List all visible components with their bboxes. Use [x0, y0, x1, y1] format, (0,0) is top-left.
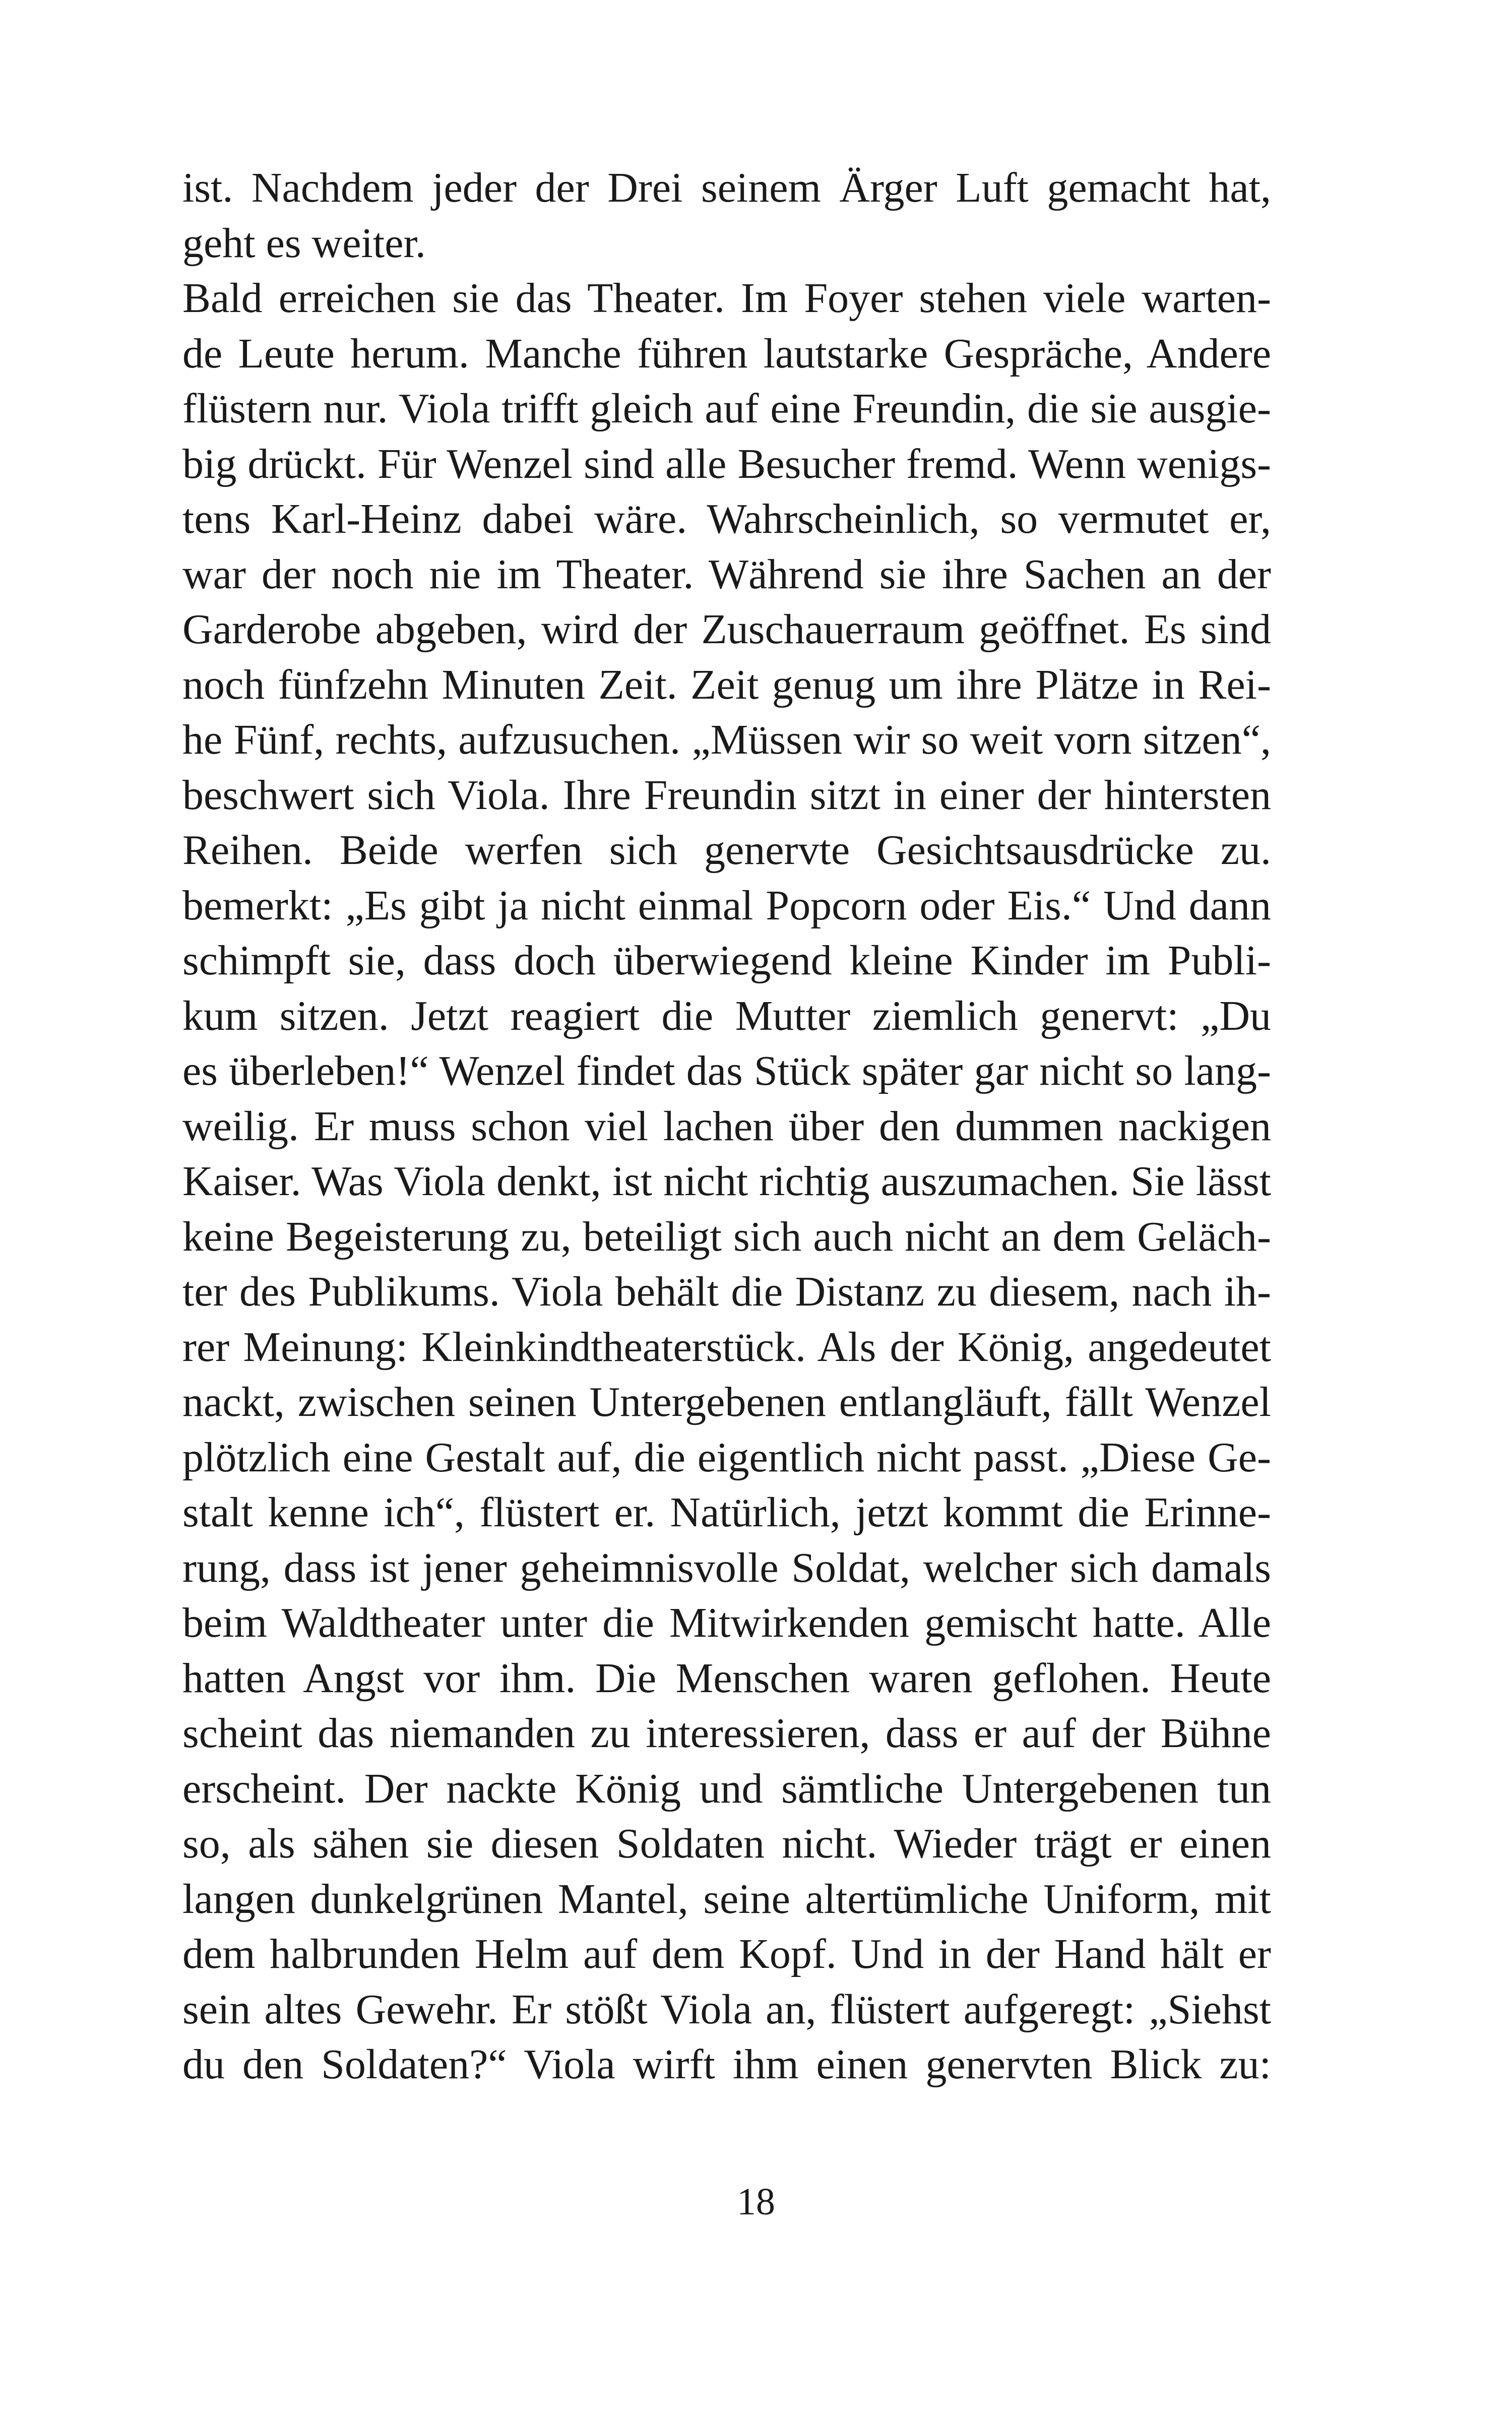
text-line: beim Waldtheater unter die Mitwirkenden gemischt hatte. Alle: [182, 1599, 1271, 1646]
body-text: [182, 160, 1271, 2092]
text-line: stalt kenne ich“, flüstert er. Natürlich, jetzt kommt die Erinne-: [182, 1489, 1271, 1536]
text-line: schimpft sie, dass doch überwiegend kleine Kinder im Publi-: [182, 937, 1271, 984]
text-line: ist. Nachdem jeder der Drei seinem Ärger Luft gemacht hat,: [182, 164, 1271, 211]
text-line: hatten Angst vor ihm. Die Menschen waren geflohen. Heute: [182, 1654, 1271, 1702]
text-line: sein altes Gewehr. Er stößt Viola an, flüstert aufgeregt: „Siehst: [182, 1986, 1271, 2033]
text-line: nackt, zwischen seinen Untergebenen entlangläuft, fällt Wenzel: [182, 1379, 1271, 1426]
text-line: Reihen. Beide werfen sich genervte Gesichtsausdrücke zu.: [182, 827, 1271, 874]
text-line: de Leute herum. Manche führen lautstarke Gespräche, Andere: [182, 330, 1271, 377]
text-line: plötzlich eine Gestalt auf, die eigentlich nicht passt. „Diese Ge-: [182, 1434, 1271, 1481]
text-line: Bald erreichen sie das Theater. Im Foyer stehen viele warten-: [182, 275, 1271, 322]
text-line: weilig. Er muss schon viel lachen über den dummen nackigen: [182, 1102, 1271, 1150]
text-line: flüstern nur. Viola trifft gleich auf eine Freundin, die sie ausgie-: [182, 385, 1271, 432]
text-line: ter des Publikums. Viola behält die Distanz zu diesem, nach ih-: [182, 1268, 1271, 1315]
page-number: 18: [737, 2181, 775, 2223]
text-line: es überleben!“ Wenzel findet das Stück später gar nicht so lang-: [182, 1047, 1271, 1094]
text-line: beschwert sich Viola. Ihre Freundin sitzt in einer der hintersten: [182, 771, 1271, 819]
text-line: scheint das niemanden zu interessieren, dass er auf der Bühne: [182, 1710, 1271, 1757]
text-line: noch fünfzehn Minuten Zeit. Zeit genug um ihre Plätze in Rei-: [182, 661, 1271, 708]
text-line: dem halbrunden Helm auf dem Kopf. Und in der Hand hält er: [182, 1931, 1271, 1977]
text-line: bemerkt: „Es gibt ja nicht einmal Popcorn oder Eis.“ Und dann: [182, 882, 1271, 929]
text-line: Kaiser. Was Viola denkt, ist nicht richtig auszumachen. Sie lässt: [182, 1158, 1271, 1205]
text-line: war der noch nie im Theater. Während sie ihre Sachen an der: [182, 550, 1271, 598]
text-line: rung, dass ist jener geheimnisvolle Soldat, welcher sich damals: [182, 1544, 1271, 1591]
text-line: so, als sähen sie diesen Soldaten nicht. Wieder trägt er einen: [182, 1820, 1271, 1867]
text-line: geht es weiter.: [182, 219, 426, 267]
text-line: du den Soldaten?“ Viola wirft ihm einen genervten Blick zu:: [182, 2041, 1271, 2088]
text-line: erscheint. Der nackte König und sämtliche Untergebenen tun: [182, 1765, 1271, 1812]
text-line: kum sitzen. Jetzt reagiert die Mutter ziemlich genervt: „Du: [182, 992, 1271, 1039]
text-line: rer Meinung: Kleinkindtheaterstück. Als der König, angedeutet: [182, 1323, 1271, 1371]
text-line: Garderobe abgeben, wird der Zuschauerraum geöffnet. Es sind: [182, 606, 1271, 653]
text-line: langen dunkelgrünen Mantel, seine altertümliche Uniform, mit: [182, 1875, 1271, 1923]
text-line: keine Begeisterung zu, beteiligt sich auch nicht an dem Geläch-: [182, 1213, 1271, 1260]
text-line: big drückt. Für Wenzel sind alle Besucher fremd. Wenn wenigs-: [182, 440, 1271, 487]
text-line: tens Karl-Heinz dabei wäre. Wahrscheinlich, so vermutet er,: [182, 495, 1271, 542]
text-line: he Fünf, rechts, aufzusuchen. „Müssen wir so weit vorn sitzen“,: [182, 716, 1271, 763]
